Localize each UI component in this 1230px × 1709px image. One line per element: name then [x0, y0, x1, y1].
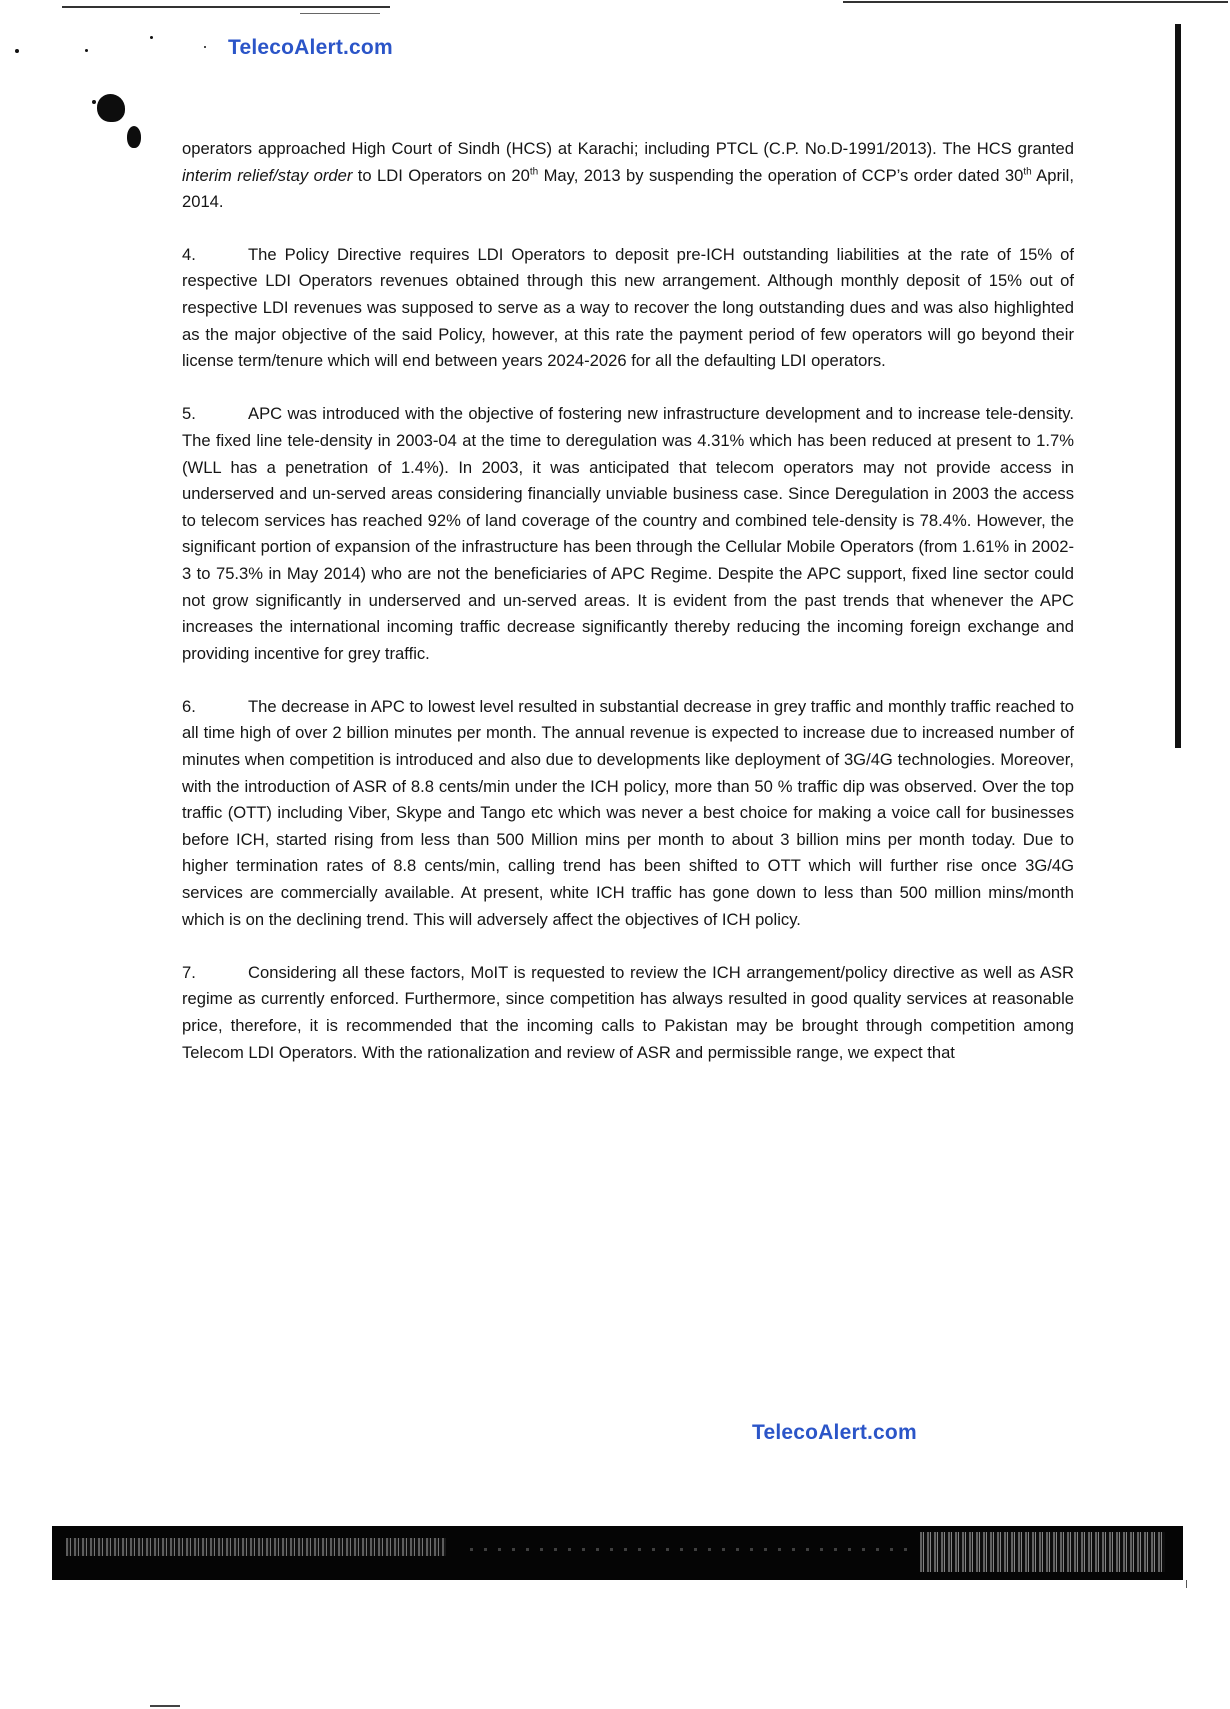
paragraph-text: The Policy Directive requires LDI Operators to deposit pre-ICH outstanding liabilities at the rate of 15% of respective LDI Operators revenues obtained through this new arrangement. Although monthly deposit of 15% out of respective LDI revenues was supposed to serve as a way to recover the long outstanding dues and was also highlighted as the major objective of the said Policy, however, at this rate the payment period of few operators will go beyond their license term/tenure which will end between years 2024-2026 for all the defaulting LDI operators. — [182, 244, 1074, 371]
footer-scan-noise — [920, 1532, 1165, 1572]
scan-speck — [15, 49, 19, 53]
watermark-bottom: TelecoAlert.com — [752, 1421, 917, 1444]
scan-artifact — [150, 1705, 180, 1707]
footer-scan-noise — [66, 1538, 446, 1556]
paragraph-number: 6. — [182, 696, 196, 716]
top-right-rule — [843, 1, 1228, 3]
paragraph-text: The decrease in APC to lowest level resulted in substantial decrease in grey traffic and monthly traffic reached to all time high of over 2 billion minutes per month. The annual revenue is expected to increase due to increased number of minutes when competition is introduced and also due to developments like deployment of 3G/4G technologies. Moreover, with the introduction of ASR of 8.8 cents/min under the ICH policy, more than 50 % traffic dip was observed. Over the top traffic (OTT) including Viber, Skype and Tango etc which was never a best choice for making a voice call for businesses before ICH, started rising from less than 500 Million mins per month to about 3 billion mins per month today. Due to higher termination rates of 8.8 cents/min, calling trend has been shifted to OTT which will further rise once 3G/4G services are commercially available. At present, white ICH traffic has gone down to less than 500 million mins/month which is on the declining trend. This will adversely affect the objectives of ICH policy. — [182, 696, 1074, 929]
paragraph-number: 5. — [182, 404, 196, 424]
paragraph-6 — [182, 694, 1074, 933]
top-left-rule — [62, 6, 390, 8]
scan-speck — [92, 100, 96, 104]
superscript: th — [1023, 166, 1032, 178]
punch-hole-mark — [97, 94, 125, 122]
document-body — [182, 136, 1074, 1093]
paragraph-text: Considering all these factors, MoIT is requested to review the ICH arrangement/policy directive as well as ASR regime as currently enforced. Furthermore, since competition has always resulted in good quality services at reasonable price, therefore, it is recommended that the incoming calls to Pakistan may be brought through competition among Telecom LDI Operators. With the rationalization and review of ASR and permissible range, we expect that — [182, 962, 1074, 1062]
paragraph-4 — [182, 242, 1074, 375]
paragraph-number: 4. — [182, 244, 196, 264]
scan-artifact — [1186, 1580, 1187, 1588]
text-run: to LDI Operators on 20 — [352, 165, 530, 185]
punch-hole-mark — [127, 126, 141, 148]
scan-speck — [150, 36, 153, 39]
paragraph-7 — [182, 960, 1074, 1066]
watermark-top: TelecoAlert.com — [228, 36, 393, 59]
top-left-thin-rule — [300, 13, 380, 14]
paragraph-5 — [182, 401, 1074, 667]
text-run: April, 2014. — [182, 165, 1074, 212]
footer-scan-noise — [470, 1548, 910, 1551]
text-run: May, 2013 by suspending the operation of CCP’s order dated 30 — [538, 165, 1024, 185]
right-margin-bar — [1175, 24, 1181, 748]
superscript: th — [529, 166, 539, 178]
scan-speck — [85, 49, 88, 52]
paragraph-continuation — [182, 136, 1074, 216]
paragraph-text: APC was introduced with the objective of fostering new infrastructure development and to increase tele-density. The fixed line tele-density in 2003-04 at the time to deregulation was 4.31% which has been reduced at present to 1.7% (WLL has a penetration of 1.4%). In 2003, it was anticipated that telecom operators may not provide access in underserved and un-served areas considering financially unviable business case. Since Deregulation in 2003 the access to telecom services has reached 92% of land coverage of the country and combined tele-density is 78.4%. However, the significant portion of expansion of the infrastructure has been through the Cellular Mobile Operators (from 1.61% in 2002-3 to 75.3% in May 2014) who are not the beneficiaries of APC Regime. Despite the APC support, fixed line sector could not grow significantly in underserved and un-served areas. It is evident from the past trends that whenever the APC increases the international incoming traffic decrease significantly thereby reducing the incoming foreign exchange and providing incentive for grey traffic. — [182, 404, 1074, 663]
text-run: operators approached High Court of Sindh (HCS) at Karachi; including PTCL (C.P. No.D-1991/2013). The HCS granted — [182, 139, 1074, 158]
italic-text: interim relief/stay order — [182, 165, 353, 185]
scan-speck — [204, 46, 206, 48]
paragraph-number: 7. — [182, 962, 196, 982]
